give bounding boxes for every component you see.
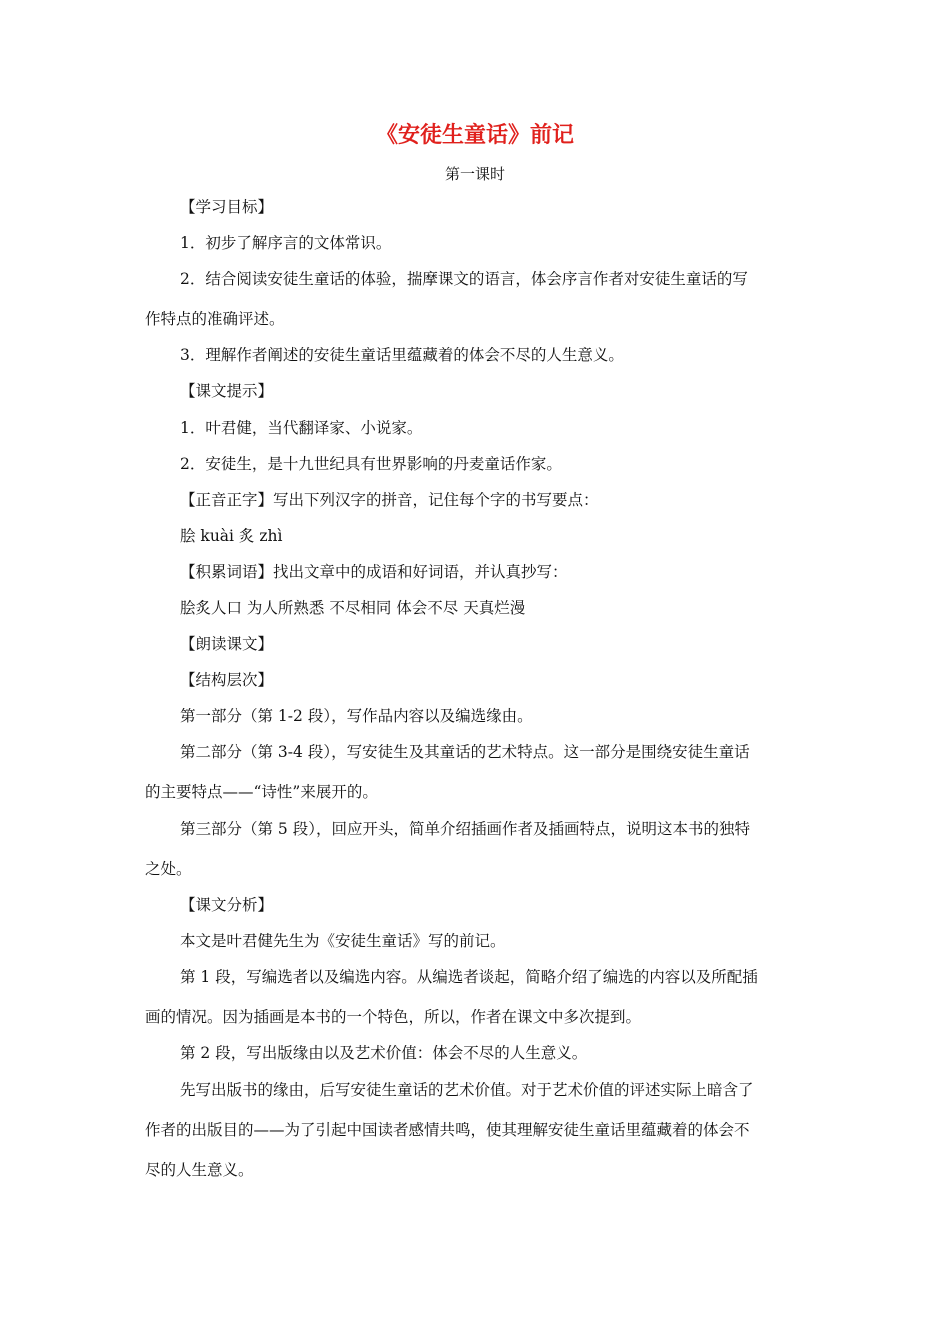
lesson-subtitle: 第一课时 (444, 165, 505, 183)
analysis-para-3-line-1: 先写出版书的缘由，后写安徒生童话的艺术价值。对于艺术价值的评述实际上暗含了 (180, 1081, 754, 1099)
heading-structure: 【结构层次】 (180, 671, 274, 689)
heading-vocabulary: 【积累词语】找出文章中的成语和好词语，并认真抄写： (180, 563, 568, 581)
analysis-para-3-line-3: 尽的人生意义。 (145, 1161, 254, 1179)
heading-pronunciation: 【正音正字】写出下列汉字的拼音，记住每个字的书写要点： (180, 491, 599, 509)
tip-1: 1．叶君健，当代翻译家、小说家。 (180, 419, 423, 437)
analysis-intro: 本文是叶君健先生为《安徒生童话》写的前记。 (180, 932, 506, 950)
structure-part-2-line-1: 第二部分（第 3-4 段），写安徒生及其童话的艺术特点。这一部分是围绕安徒生童话 (180, 743, 750, 761)
structure-part-2-line-2: 的主要特点——“诗性”来展开的。 (145, 783, 378, 801)
analysis-para-3-line-2: 作者的出版目的——为了引起中国读者感情共鸣，使其理解安徒生童话里蕴藏着的体会不 (145, 1121, 750, 1139)
structure-part-3-line-1: 第三部分（第 5 段），回应开头，简单介绍插画作者及插画特点，说明这本书的独特 (180, 820, 750, 838)
heading-learning-goals: 【学习目标】 (180, 198, 274, 216)
page-title: 《安徒生童话》前记 (375, 123, 574, 148)
analysis-para-1-line-1: 第 1 段，写编选者以及编选内容。从编选者谈起，简略介绍了编选的内容以及所配插 (180, 968, 758, 986)
goal-2-line-1: 2．结合阅读安徒生童话的体验，揣摩课文的语言，体会序言作者对安徒生童话的写 (180, 270, 748, 288)
structure-part-1: 第一部分（第 1-2 段），写作品内容以及编选缘由。 (180, 707, 533, 725)
goal-2-line-2: 作特点的准确评述。 (145, 310, 285, 328)
pinyin-line: 脍 kuài 炙 zhì (180, 527, 283, 545)
heading-analysis: 【课文分析】 (180, 896, 274, 914)
goal-1: 1．初步了解序言的文体常识。 (180, 234, 392, 252)
heading-text-tips: 【课文提示】 (180, 382, 274, 400)
goal-3: 3．理解作者阐述的安徒生童话里蕴藏着的体会不尽的人生意义。 (180, 346, 624, 364)
tip-2: 2．安徒生，是十九世纪具有世界影响的丹麦童话作家。 (180, 455, 562, 473)
analysis-para-1-line-2: 画的情况。因为插画是本书的一个特色，所以，作者在课文中多次提到。 (145, 1008, 642, 1026)
vocabulary-list: 脍炙人口 为人所熟悉 不尽相同 体会不尽 天真烂漫 (180, 599, 526, 617)
structure-part-3-line-2: 之处。 (145, 860, 192, 878)
heading-read-aloud: 【朗读课文】 (180, 635, 274, 653)
analysis-para-2: 第 2 段，写出版缘由以及艺术价值：体会不尽的人生意义。 (180, 1044, 588, 1062)
